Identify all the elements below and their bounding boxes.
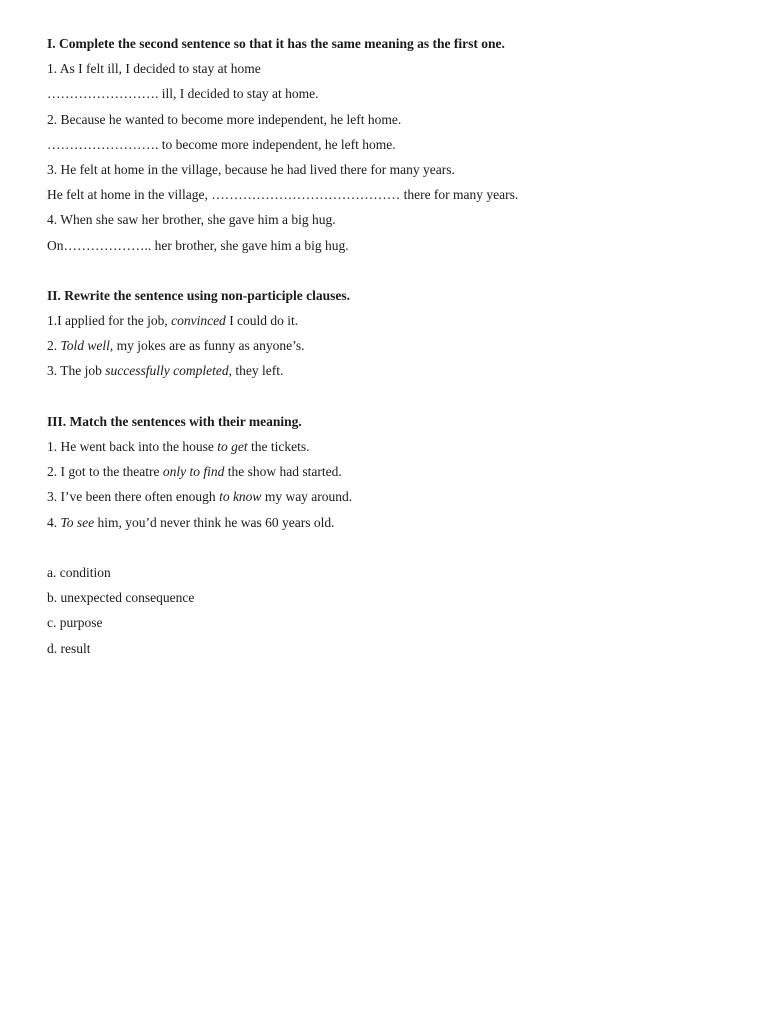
option-b: b. unexpected consequence	[47, 590, 195, 606]
section-2-item-1	[47, 308, 737, 333]
spacer	[47, 384, 737, 409]
rewrite-text: there for many years.	[400, 187, 519, 203]
section-1-item-1-rewrite	[47, 81, 737, 106]
section-2-item-2	[47, 333, 737, 358]
item-italic: To see	[60, 514, 95, 530]
section-2-item-3	[47, 358, 737, 383]
section-1-item-2-rewrite	[47, 132, 737, 157]
item-italic: Told well	[60, 338, 110, 354]
item-text: 3. The job	[47, 363, 106, 379]
section-3-item-4	[47, 510, 737, 535]
section-1-item-3-rewrite	[47, 182, 737, 207]
option-c: c. purpose	[47, 615, 103, 631]
section-3-item-3	[47, 484, 737, 509]
section-1-item-1-original: 1. As I felt ill, I decided to stay at home	[47, 61, 261, 77]
blank-dots: ……………………………………	[211, 187, 401, 203]
item-italic: to know	[219, 489, 262, 505]
blank-dots: ……………………	[47, 86, 155, 102]
item-text: 1.I applied for the job,	[47, 313, 172, 329]
item-text: , they left.	[228, 363, 284, 379]
section-3-item-1	[47, 434, 737, 459]
blank-dots: ……………………	[47, 136, 155, 152]
item-text: him, you’d never think he was 60 years old.	[94, 514, 335, 530]
item-text: I could do it.	[225, 313, 299, 329]
rewrite-text: . to become more independent, he left home.	[155, 136, 396, 152]
section-1-item-4-original: 4. When she saw her brother, she gave him a big hug.	[47, 212, 336, 228]
item-text: 2. I got to the theatre	[47, 464, 163, 480]
item-text: 2.	[47, 338, 61, 354]
section-1-item-3-original: 3. He felt at home in the village, because he had lived there for many years.	[47, 161, 455, 177]
item-italic: to get	[217, 439, 248, 454]
item-text: 3. I’ve been there often enough	[47, 489, 220, 505]
item-text: 4.	[47, 514, 61, 530]
rewrite-start: He felt at home in the village,	[47, 187, 212, 203]
item-text: the show had started.	[224, 464, 342, 480]
item-text: my way around.	[261, 489, 353, 505]
item-text: the tickets.	[247, 439, 310, 454]
section-2-heading: II. Rewrite the sentence using non-participle clauses.	[47, 287, 350, 303]
blank-dots: ………………..	[63, 237, 152, 253]
item-text: , my jokes are as funny as anyone’s.	[109, 338, 305, 354]
option-a: a. condition	[47, 564, 111, 580]
item-italic: successfully completed	[105, 363, 229, 379]
item-italic: only to find	[162, 464, 225, 480]
item-italic: convinced	[171, 313, 226, 329]
worksheet	[47, 31, 737, 661]
rewrite-text: her brother, she gave him a big hug.	[151, 237, 349, 253]
spacer	[47, 535, 737, 560]
section-3-item-2	[47, 459, 737, 484]
rewrite-text: . ill, I decided to stay at home.	[155, 86, 319, 102]
section-1-item-2-original: 2. Because he wanted to become more independent, he left home.	[47, 111, 402, 127]
section-1-heading: I. Complete the second sentence so that it has the same meaning as the first one.	[47, 36, 505, 51]
spacer	[47, 258, 737, 283]
item-text: 1. He went back into the house	[47, 439, 218, 454]
section-3-heading: III. Match the sentences with their meaning.	[47, 413, 302, 429]
rewrite-start: On	[47, 237, 64, 253]
section-1-item-4-rewrite	[47, 233, 737, 258]
option-d: d. result	[47, 640, 91, 656]
